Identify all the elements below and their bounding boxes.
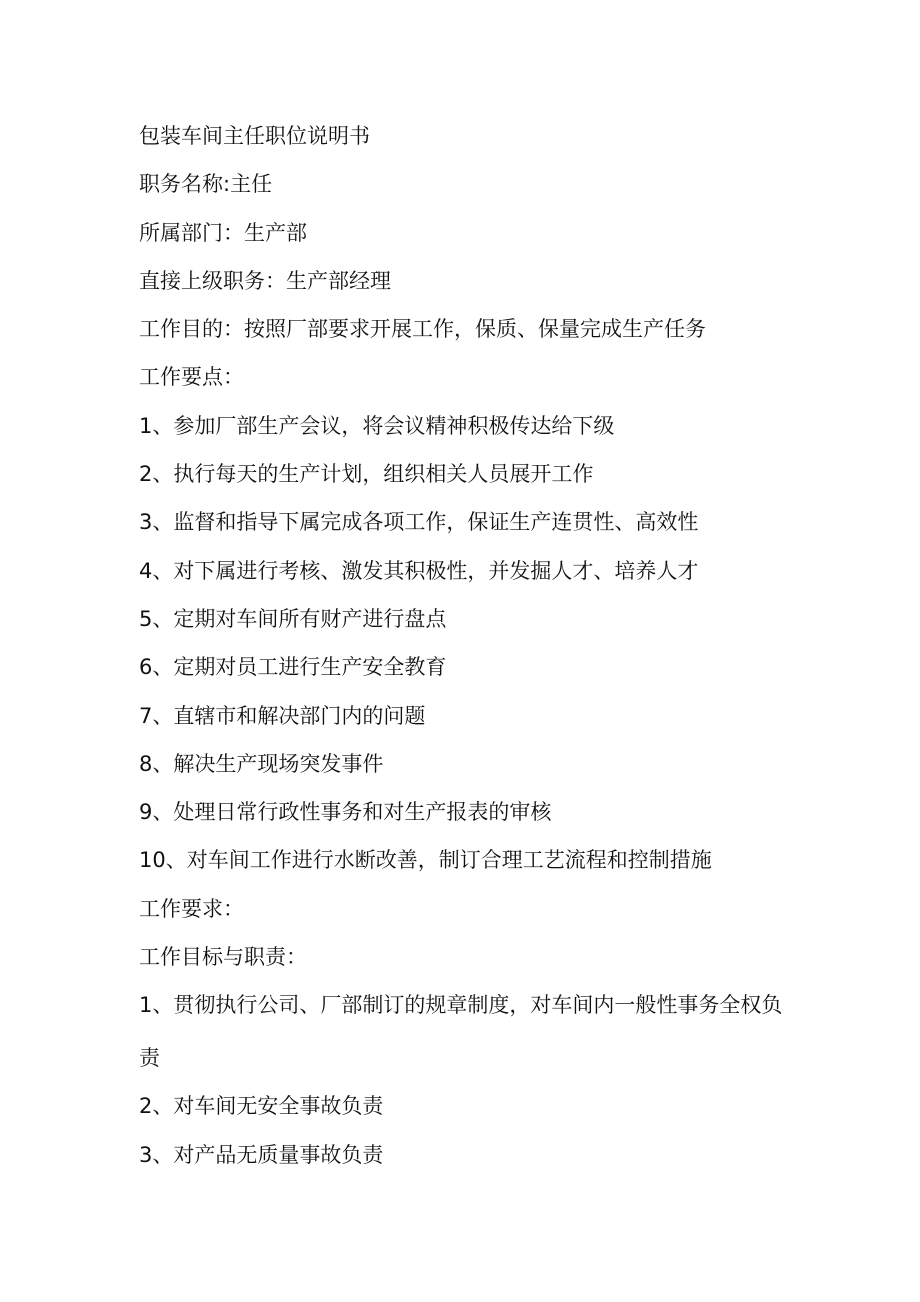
job-name: 职务名称:主任 bbox=[139, 172, 273, 197]
document-title: 包装车间主任职位说明书 bbox=[139, 124, 370, 148]
responsibility-item: 3、对产品无质量事故负责 bbox=[139, 1142, 384, 1167]
key-points-heading: 工作要点： bbox=[139, 365, 244, 390]
key-point-item: 7、直辖市和解决部门内的问题 bbox=[139, 703, 426, 728]
responsibilities-heading: 工作目标与职责： bbox=[139, 945, 307, 970]
document-body bbox=[139, 112, 799, 1179]
responsibility-item: 2、对车间无安全事故负责 bbox=[139, 1094, 384, 1119]
key-point-item: 5、定期对车间所有财产进行盘点 bbox=[139, 606, 447, 631]
key-point-item: 6、定期对员工进行生产安全教育 bbox=[139, 655, 447, 680]
key-point-item: 3、监督和指导下属完成各项工作，保证生产连贯性、高效性 bbox=[139, 510, 699, 535]
work-purpose: 工作目的：按照厂部要求开展工作，保质、保量完成生产任务 bbox=[139, 317, 706, 342]
key-point-item: 10、对车间工作进行水断改善，制订合理工艺流程和控制措施 bbox=[139, 848, 712, 873]
key-point-item: 1、参加厂部生产会议，将会议精神积极传达给下级 bbox=[139, 413, 615, 438]
key-point-item: 2、执行每天的生产计划，组织相关人员展开工作 bbox=[139, 462, 594, 487]
key-point-item: 4、对下属进行考核、激发其积极性，并发掘人才、培养人才 bbox=[139, 558, 699, 583]
responsibility-item: 1、贯彻执行公司、厂部制订的规章制度，对车间内一般性事务全权负责 bbox=[139, 993, 783, 1071]
requirements-heading: 工作要求： bbox=[139, 896, 244, 921]
department: 所属部门：生产部 bbox=[139, 220, 307, 245]
key-point-item: 9、处理日常行政性事务和对生产报表的审核 bbox=[139, 800, 552, 825]
key-point-item: 8、解决生产现场突发事件 bbox=[139, 751, 384, 776]
supervisor: 直接上级职务：生产部经理 bbox=[139, 268, 391, 293]
